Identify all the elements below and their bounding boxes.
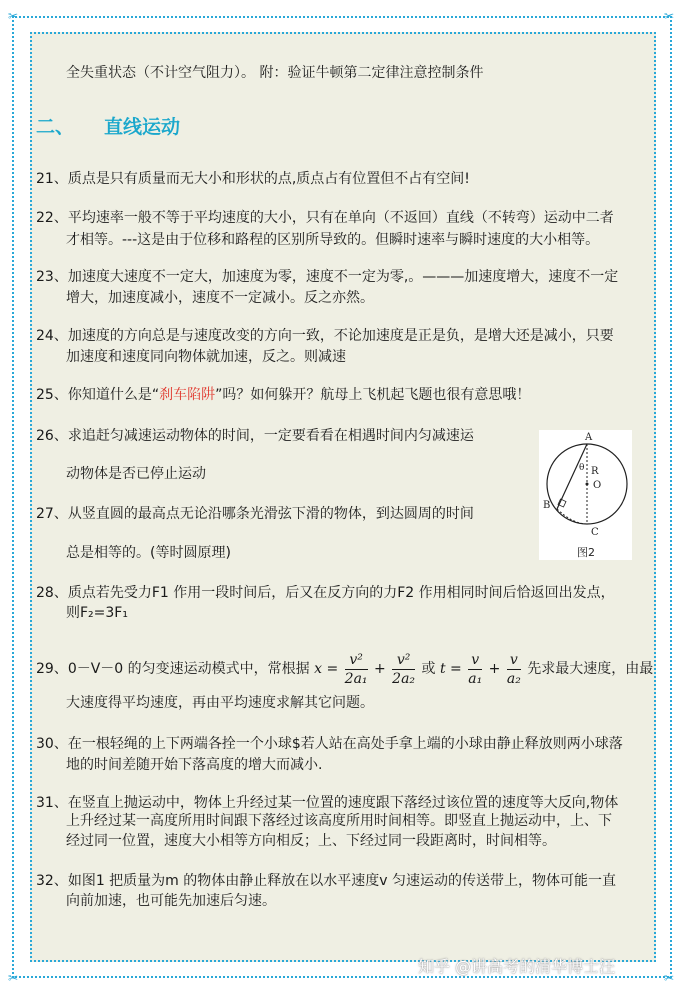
scissors-icon-top-right: ✂ — [664, 9, 675, 23]
displacement-formula: x = $\frac{\text{v²}}{\text{2a₁}}$ + $\frac{\text{v²}}{\text{2a₂}}$ — [314, 651, 416, 687]
label-o: O — [593, 480, 602, 491]
circle-diagram — [539, 430, 632, 560]
item-29-prefix: 29、0－V－0 的匀变速运动模式中，常根据 — [36, 661, 310, 677]
label-a: A — [585, 432, 593, 443]
item-28-line2: 则F₂=3F₁ — [66, 605, 128, 621]
label-theta: θ — [579, 463, 585, 473]
item-22-line1: 22、平均速率一般不等于平均速度的大小，只有在单向（不返回）直线（不转弯）运动中二者 — [36, 210, 614, 226]
scissors-icon-bottom-right: ✂ — [664, 971, 675, 985]
intro-line: 全失重状态（不计空气阻力）。 附：验证牛顿第二定律注意控制条件 — [66, 65, 484, 81]
item-23-line2: 增大，加速度减小，速度不一定减小。反之亦然。 — [66, 290, 374, 306]
item-28-line1: 28、质点若先受力F1 作用一段时间后，后又在反方向的力F2 作用相同时间后恰返回出发点， — [36, 585, 615, 601]
item-31-line3: 经过同一位置，速度大小相等方向相反；上、下经过同一段距离时，时间相等。 — [66, 833, 556, 849]
section-title: 直线运动 — [104, 116, 181, 138]
isochronous-circle-figure — [539, 430, 632, 560]
item-26-line1: 26、求追赶匀减速运动物体的时间，一定要看看在相遇时间内匀减速运 — [36, 428, 474, 444]
item-29-line1 — [36, 648, 653, 690]
item-29-suffix: 先求最大速度，由最 — [527, 661, 654, 677]
item-32-line1: 32、如图1 把质量为m 的物体由静止释放在以水平速度v 匀速运动的传送带上，物体可能一直 — [36, 873, 616, 889]
item-27-line2: 总是相等的。(等时圆原理) — [66, 545, 231, 561]
item-29-line2: 大速度得平均速度，再由平均速度求解其它问题。 — [66, 695, 374, 711]
section-heading — [36, 112, 180, 139]
center-dot — [586, 483, 589, 486]
scissors-icon-top-left: ✂ — [8, 9, 19, 23]
section-number: 二、 — [36, 116, 75, 138]
item-24-line2: 加速度和速度同向物体就加速，反之。则减速 — [66, 349, 346, 365]
item-24-line1: 24、加速度的方向总是与速度改变的方向一致，不论加速度是正是负，是增大还是减小，只要 — [36, 328, 614, 344]
item-22-line2: 才相等。---这是由于位移和路程的区别所导致的。但瞬时速率与瞬时速度的大小相等。 — [66, 232, 600, 248]
figure-caption: 图2 — [577, 546, 595, 559]
item-26-line2: 动物体是否已停止运动 — [66, 466, 206, 482]
zhihu-watermark: 知乎 @讲高考的清华博士汪 — [418, 957, 616, 976]
item-29-or: 或 — [421, 661, 436, 677]
time-formula: t = $\frac{v}{\text{a₁}}$ + $\frac{v}{\text{a₂}}$ — [439, 651, 521, 687]
item-25-suffix: ”吗？如何躲开？航母上飞机起飞题也很有意思哦！ — [215, 387, 531, 403]
item-25 — [36, 384, 530, 406]
label-b: B — [543, 500, 551, 511]
item-32-line2: 向前加速，也可能先加速后匀速。 — [66, 893, 276, 909]
item-30-line2: 地的时间差随开始下落高度的增大而减小. — [66, 757, 323, 773]
item-31-line1: 31、在竖直上抛运动中，物体上升经过某一位置的速度跟下落经过该位置的速度等大反向,物体 — [36, 795, 619, 811]
item-27-line1: 27、从竖直圆的最高点无论沿哪条光滑弦下滑的物体，到达圆周的时间 — [36, 506, 474, 522]
item-23-line1: 23、加速度大速度不一定大，加速度为零，速度不一定为零,。———加速度增大，速度不一定 — [36, 269, 619, 285]
item-31-line2: 上升经过某一高度所用时间跟下落经过该高度所用时间相等。即竖直上抛运动中，上、下 — [66, 813, 612, 829]
scissors-icon-bottom-left: ✂ — [8, 971, 19, 985]
item-21: 21、质点是只有质量而无大小和形状的点,质点占有位置但不占有空间! — [36, 171, 470, 187]
label-c: C — [591, 527, 599, 538]
label-r: R — [591, 466, 599, 477]
chord-bc — [557, 509, 587, 524]
brake-trap-highlight: 刹车陷阱 — [159, 387, 216, 403]
item-25-prefix: 25、你知道什么是“ — [36, 387, 160, 403]
item-30-line1: 30、在一根轻绳的上下两端各拴一个小球$若人站在高处手拿上端的小球由静止释放则两小球落 — [36, 736, 623, 752]
